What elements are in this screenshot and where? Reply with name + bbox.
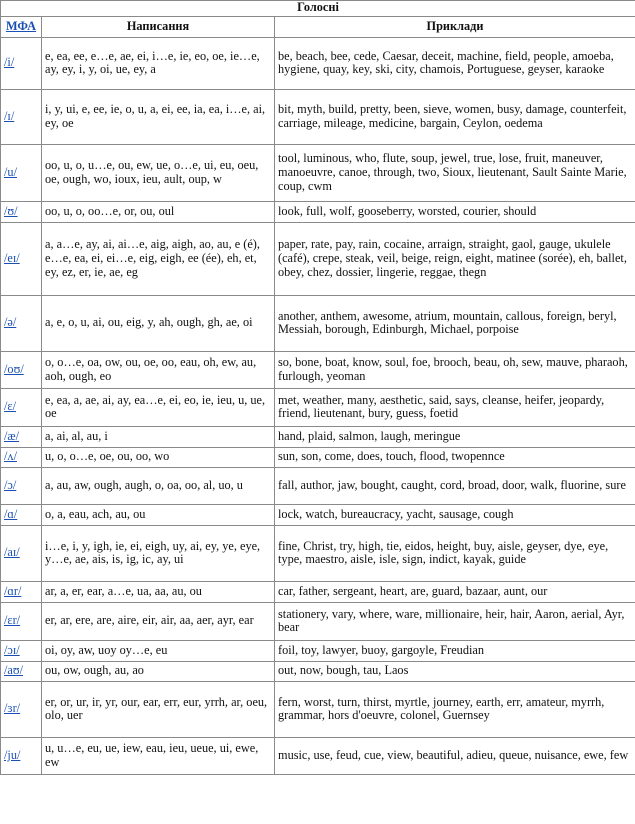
table-row — [1, 447, 635, 467]
examples-cell: fern, worst, turn, thirst, myrtle, journey, earth, err, amateur, myrrh, grammar, hors d'oeuvre, colonel, Guernsey — [275, 681, 635, 737]
examples-cell: stationery, vary, where, ware, millionaire, heir, hair, Aaron, aerial, Ayr, bear — [275, 602, 635, 640]
table-row — [1, 681, 635, 737]
table-caption-row — [1, 1, 635, 17]
table-row — [1, 602, 635, 640]
ipa-symbol-link[interactable]: /oʊ/ — [1, 351, 42, 388]
table-row — [1, 201, 635, 222]
spelling-cell: e, ea, a, ae, ai, ay, ea…e, ei, eo, ie, ieu, u, ue, oe — [42, 388, 275, 426]
examples-cell: met, weather, many, aesthetic, said, says, cleanse, heifer, jeopardy, friend, lieutenant, bury, guess, foetid — [275, 388, 635, 426]
ipa-symbol-link[interactable]: /æ/ — [1, 426, 42, 447]
ipa-symbol-link[interactable]: /ɑ/ — [1, 504, 42, 525]
table-row — [1, 37, 635, 89]
ipa-symbol-link[interactable]: /ɑr/ — [1, 581, 42, 602]
table-row — [1, 295, 635, 351]
spelling-cell: ar, a, er, ear, a…e, ua, aa, au, ou — [42, 581, 275, 602]
table-row — [1, 737, 635, 774]
spelling-cell: o, o…e, oa, ow, ou, oe, oo, eau, oh, ew, au, aoh, ough, eo — [42, 351, 275, 388]
table-row — [1, 661, 635, 681]
table-row — [1, 426, 635, 447]
ipa-symbol-link[interactable]: /ʌ/ — [1, 447, 42, 467]
table-row — [1, 388, 635, 426]
examples-column-header: Приклади — [275, 16, 635, 37]
examples-cell: bit, myth, build, pretty, been, sieve, women, busy, damage, counterfeit, carriage, mileage, medicine, bargain, Ceylon, oedema — [275, 89, 635, 144]
ipa-symbol-link[interactable]: /aɪ/ — [1, 525, 42, 581]
ipa-symbol-link[interactable]: /ɜr/ — [1, 681, 42, 737]
table-body — [1, 37, 635, 774]
examples-cell: lock, watch, bureaucracy, yacht, sausage, cough — [275, 504, 635, 525]
examples-cell: sun, son, come, does, touch, flood, twopennce — [275, 447, 635, 467]
ipa-symbol-link[interactable]: /ɪ/ — [1, 89, 42, 144]
table-row — [1, 581, 635, 602]
ipa-symbol-link[interactable]: /ɛr/ — [1, 602, 42, 640]
ipa-symbol-link[interactable]: /u/ — [1, 144, 42, 201]
examples-cell: car, father, sergeant, heart, are, guard, bazaar, aunt, our — [275, 581, 635, 602]
table-row — [1, 525, 635, 581]
ipa-symbol-link[interactable]: /ɔ/ — [1, 467, 42, 504]
spelling-cell: a, au, aw, ough, augh, o, oa, oo, al, uo, u — [42, 467, 275, 504]
ipa-symbol-link[interactable]: /ə/ — [1, 295, 42, 351]
spelling-cell: a, ai, al, au, i — [42, 426, 275, 447]
spelling-cell: a, a…e, ay, ai, ai…e, aig, aigh, ao, au, e (é), e…e, ea, ei, ei…e, eig, eigh, ee (ée), eh, et, ey, ez, er, ie, ae, eg — [42, 222, 275, 295]
examples-cell: hand, plaid, salmon, laugh, meringue — [275, 426, 635, 447]
table-row — [1, 467, 635, 504]
spelling-cell: o, a, eau, ach, au, ou — [42, 504, 275, 525]
examples-cell: fall, author, jaw, bought, caught, cord, broad, door, walk, fluorine, sure — [275, 467, 635, 504]
table-row — [1, 144, 635, 201]
examples-cell: music, use, feud, cue, view, beautiful, adieu, queue, nuisance, ewe, few — [275, 737, 635, 774]
table-row — [1, 640, 635, 661]
spelling-cell: oo, u, o, oo…e, or, ou, oul — [42, 201, 275, 222]
table-row — [1, 222, 635, 295]
ipa-symbol-link[interactable]: /aʊ/ — [1, 661, 42, 681]
ipa-column-header[interactable]: МФА — [1, 16, 42, 37]
spelling-cell: a, e, o, u, ai, ou, eig, y, ah, ough, gh, ae, oi — [42, 295, 275, 351]
examples-cell: out, now, bough, tau, Laos — [275, 661, 635, 681]
table-title: Голосні — [1, 1, 635, 17]
examples-cell: paper, rate, pay, rain, cocaine, arraign, straight, gaol, gauge, ukulele (café), crepe, steak, veil, beige, reign, eight, matinee (sorée), eh, ballet, obey, chez, dossier, lingerie, reggae, thegn — [275, 222, 635, 295]
ipa-symbol-link[interactable]: /ʊ/ — [1, 201, 42, 222]
spelling-cell: e, ea, ee, e…e, ae, ei, i…e, ie, eo, oe, ie…e, ay, ey, i, y, oi, ue, ey, a — [42, 37, 275, 89]
table-row — [1, 504, 635, 525]
spelling-cell: i, y, ui, e, ee, ie, o, u, a, ei, ee, ia, ea, i…e, ai, ey, oe — [42, 89, 275, 144]
table-header-row — [1, 16, 635, 37]
spelling-cell: ou, ow, ough, au, ao — [42, 661, 275, 681]
spelling-cell: er, ar, ere, are, aire, eir, air, aa, aer, ayr, ear — [42, 602, 275, 640]
table-row — [1, 89, 635, 144]
table-row — [1, 351, 635, 388]
examples-cell: tool, luminous, who, flute, soup, jewel, true, lose, fruit, maneuver, manoeuvre, canoe, through, two, Sioux, lieutenant, Sault Sainte Marie, coup, cwm — [275, 144, 635, 201]
spelling-cell: u, o, o…e, oe, ou, oo, wo — [42, 447, 275, 467]
ipa-symbol-link[interactable]: /ɔɪ/ — [1, 640, 42, 661]
examples-cell: foil, toy, lawyer, buoy, gargoyle, Freudian — [275, 640, 635, 661]
spelling-cell: oo, u, o, u…e, ou, ew, ue, o…e, ui, eu, oeu, oe, ough, wo, ioux, ieu, ault, oup, w — [42, 144, 275, 201]
examples-cell: be, beach, bee, cede, Caesar, deceit, machine, field, people, amoeba, hygiene, quay, key, ski, city, chamois, Portuguese, geyser, karaoke — [275, 37, 635, 89]
spelling-cell: u, u…e, eu, ue, iew, eau, ieu, ueue, ui, ewe, ew — [42, 737, 275, 774]
examples-cell: fine, Christ, try, high, tie, eidos, height, buy, aisle, geyser, dye, eye, type, maestro, aisle, isle, sign, indict, kayak, guide — [275, 525, 635, 581]
ipa-symbol-link[interactable]: /i/ — [1, 37, 42, 89]
ipa-symbol-link[interactable]: /eɪ/ — [1, 222, 42, 295]
examples-cell: another, anthem, awesome, atrium, mountain, callous, foreign, beryl, Messiah, borough, Edinburgh, Michael, porpoise — [275, 295, 635, 351]
spelling-cell: i…e, i, y, igh, ie, ei, eigh, uy, ai, ey, ye, eye, y…e, ae, ais, is, ig, ic, ay, ui — [42, 525, 275, 581]
ipa-symbol-link[interactable]: /ju/ — [1, 737, 42, 774]
examples-cell: so, bone, boat, know, soul, foe, brooch, beau, oh, sew, mauve, pharaoh, furlough, yeoman — [275, 351, 635, 388]
ipa-symbol-link[interactable]: /ɛ/ — [1, 388, 42, 426]
spelling-cell: er, or, ur, ir, yr, our, ear, err, eur, yrrh, ar, oeu, olo, uer — [42, 681, 275, 737]
spelling-column-header: Написання — [42, 16, 275, 37]
spelling-cell: oi, oy, aw, uoy oy…e, eu — [42, 640, 275, 661]
examples-cell: look, full, wolf, gooseberry, worsted, courier, should — [275, 201, 635, 222]
